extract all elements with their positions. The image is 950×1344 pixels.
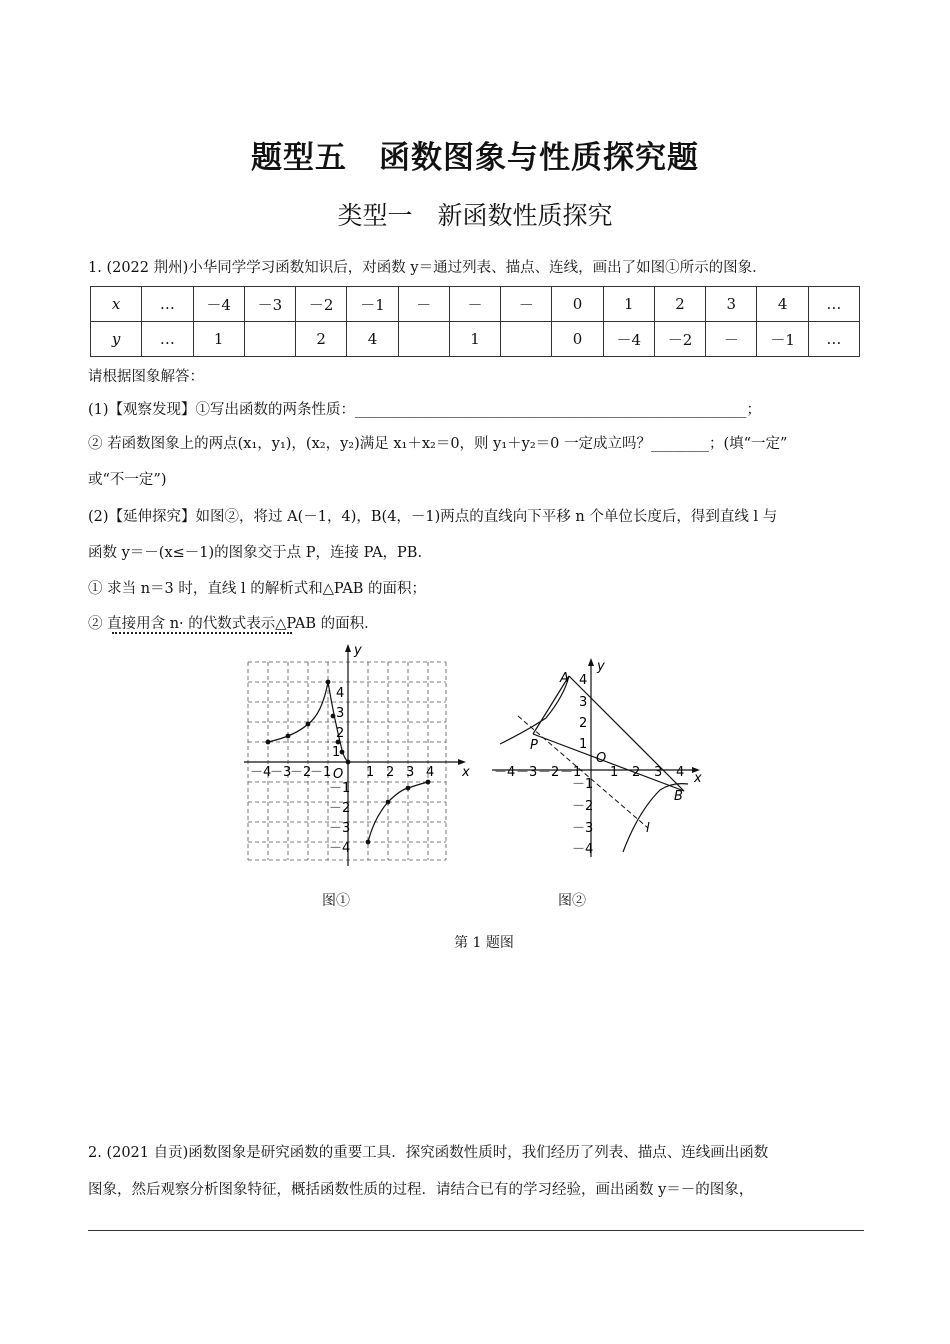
svg-text:－3: －3 xyxy=(572,821,594,836)
fig2-y-label: y xyxy=(597,659,605,674)
fig2-x-label: x xyxy=(694,771,702,786)
svg-text:－3: －3 xyxy=(329,821,351,836)
table-cell: … xyxy=(808,322,859,357)
fig2-label-a: A xyxy=(560,671,569,686)
fig2-label-p: P xyxy=(530,738,538,753)
svg-text:－1: －1 xyxy=(560,765,582,780)
table-cell: 4 xyxy=(757,287,808,322)
table-cell: － xyxy=(501,287,552,322)
table-row-y xyxy=(91,322,860,357)
svg-text:3: 3 xyxy=(579,695,588,710)
part1-line2: ② 若函数图象上的两点(x₁，y₁)，(x₂，y₂)满足 x₁＋x₂＝0，则 y₁＋y₂＝0 一定成立吗？________；(填“一定” xyxy=(88,436,788,452)
svg-text:－4: －4 xyxy=(250,765,272,780)
svg-text:2: 2 xyxy=(632,765,641,780)
page-divider xyxy=(88,1230,864,1231)
page-title: 题型五 函数图象与性质探究题 xyxy=(251,140,699,176)
fig2-caption: 图② xyxy=(558,893,586,909)
table-cell: x xyxy=(91,287,142,322)
table-cell: －3 xyxy=(244,287,295,322)
svg-text:1: 1 xyxy=(579,737,588,752)
figure-caption: 第 1 题图 xyxy=(454,935,514,951)
table-cell: … xyxy=(142,322,193,357)
table-cell: … xyxy=(808,287,859,322)
table-cell: 0 xyxy=(552,287,603,322)
table-cell: y xyxy=(91,322,142,357)
part2-line1: (2)【延伸探究】如图②，将过 A(－1，4)，B(4，－1)两点的直线向下平移 n 个单位长度后，得到直线 l 与 xyxy=(88,509,778,525)
part1-line3: 或“不一定”) xyxy=(88,472,167,488)
svg-text:－2: －2 xyxy=(538,765,560,780)
table-cell: 1 xyxy=(603,287,654,322)
svg-text:－1: －1 xyxy=(310,765,332,780)
table-row-x xyxy=(91,287,860,322)
table-cell: － xyxy=(706,322,757,357)
fig1-caption: 图① xyxy=(322,893,350,909)
figure-1 xyxy=(240,640,480,870)
fig1-x-label: x xyxy=(462,765,470,780)
fig2-label-b: B xyxy=(674,789,683,804)
svg-text:1: 1 xyxy=(332,745,341,760)
svg-text:3: 3 xyxy=(406,765,415,780)
table-cell: … xyxy=(142,287,193,322)
svg-text:－3: －3 xyxy=(516,765,538,780)
svg-text:2: 2 xyxy=(336,726,345,741)
q2-line1: 2. (2021 自贡)函数图象是研究函数的重要工具．探究函数性质时，我们经历了列表、描点、连线画出函数 xyxy=(88,1145,769,1161)
q1-intro: 1. (2022 荆州)小华同学学习函数知识后，对函数 y＝通过列表、描点、连线，画出了如图①所示的图象． xyxy=(88,260,767,276)
fig1-origin: O xyxy=(333,767,344,782)
part2-line4: ② 直接用含 n· 的代数式表示△PAB 的面积． xyxy=(88,616,379,632)
table-cell xyxy=(244,322,295,357)
svg-text:2: 2 xyxy=(386,765,395,780)
svg-text:3: 3 xyxy=(654,765,663,780)
svg-text:1: 1 xyxy=(610,765,619,780)
part2-line2: 函数 y＝－(x≤－1)的图象交于点 P，连接 PA，PB. xyxy=(88,545,423,561)
table-cell xyxy=(398,322,449,357)
svg-text:－1: －1 xyxy=(329,781,351,796)
svg-text:2: 2 xyxy=(579,716,588,731)
table-cell: 1 xyxy=(449,322,500,357)
table-cell: － xyxy=(398,287,449,322)
table-cell: 2 xyxy=(654,287,705,322)
fig2-origin: O xyxy=(596,751,607,766)
section-subtitle: 类型一 新函数性质探究 xyxy=(337,201,613,230)
emphasis-dots xyxy=(112,626,292,634)
q2-line2: 图象，然后观察分析图象特征，概括函数性质的过程．请结合已有的学习经验，画出函数 y＝－的图象， xyxy=(88,1182,754,1198)
table-cell: 0 xyxy=(552,322,603,357)
svg-text:4: 4 xyxy=(336,686,345,701)
part2-line3: ① 求当 n＝3 时，直线 l 的解析式和△PAB 的面积； xyxy=(88,581,427,597)
figure-2 xyxy=(488,652,708,862)
svg-text:3: 3 xyxy=(336,706,345,721)
svg-text:－2: －2 xyxy=(572,799,594,814)
table-cell: －1 xyxy=(347,287,398,322)
answer-prompt: 请根据图象解答： xyxy=(88,369,204,385)
table-cell: 3 xyxy=(706,287,757,322)
table-cell: －2 xyxy=(296,287,347,322)
svg-text:－2: －2 xyxy=(290,765,312,780)
part1-line1: (1)【观察发现】①写出函数的两条性质：______________________________________________________； xyxy=(88,402,762,418)
table-cell: － xyxy=(449,287,500,322)
table-cell: 4 xyxy=(347,322,398,357)
svg-text:－2: －2 xyxy=(329,801,351,816)
table-cell: －1 xyxy=(757,322,808,357)
svg-text:4: 4 xyxy=(579,673,588,688)
table-cell: 2 xyxy=(296,322,347,357)
svg-text:－3: －3 xyxy=(270,765,292,780)
table-cell: 1 xyxy=(193,322,244,357)
value-table xyxy=(90,286,860,357)
table-cell xyxy=(501,322,552,357)
svg-text:－4: －4 xyxy=(494,765,516,780)
svg-text:－4: －4 xyxy=(329,841,351,856)
table-cell: －4 xyxy=(603,322,654,357)
table-cell: －4 xyxy=(193,287,244,322)
table-cell: －2 xyxy=(654,322,705,357)
svg-text:4: 4 xyxy=(676,765,685,780)
svg-text:－1: －1 xyxy=(572,777,594,792)
fig1-y-label: y xyxy=(354,643,362,658)
svg-text:－4: －4 xyxy=(572,842,594,857)
fig2-label-l: l xyxy=(646,821,650,836)
svg-text:4: 4 xyxy=(426,765,435,780)
svg-text:1: 1 xyxy=(366,765,375,780)
